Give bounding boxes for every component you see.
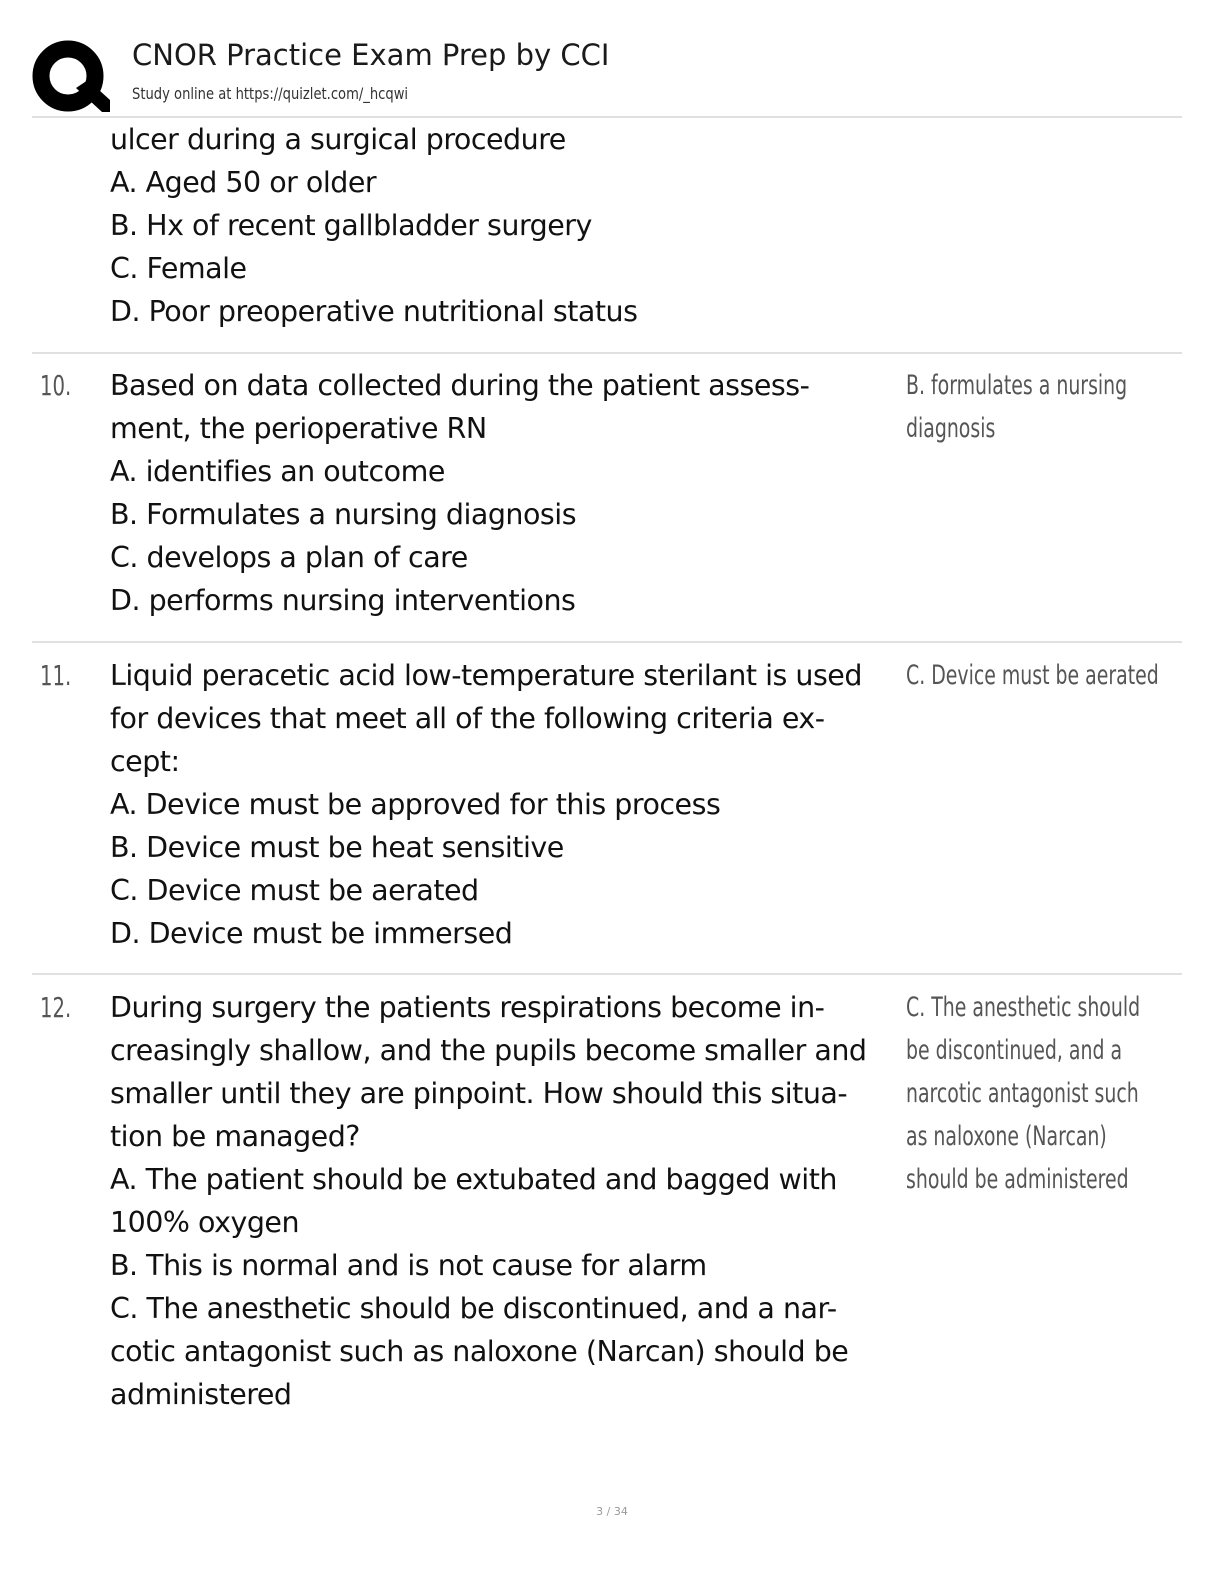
question-line: C. Device must be aerated	[110, 874, 479, 907]
question-line: A. The patient should be extubated and bagged with	[110, 1163, 837, 1196]
question-line: A. identifies an outcome	[110, 455, 445, 488]
continued-line: A. Aged 50 or older	[110, 166, 377, 199]
question-line: A. Device must be approved for this process	[110, 788, 721, 821]
answer-line: diagnosis	[906, 413, 996, 444]
answer-line: C. The anesthetic should	[906, 992, 1141, 1023]
question-line: administered	[110, 1378, 292, 1411]
question-line: for devices that meet all of the following criteria ex-	[110, 702, 825, 735]
page-header	[32, 30, 1182, 116]
question-line: B. This is normal and is not cause for alarm	[110, 1249, 707, 1282]
continued-line: ulcer during a surgical procedure	[110, 123, 566, 156]
card-divider	[32, 641, 1182, 643]
card-number: 11.	[40, 659, 72, 692]
card-question	[110, 986, 910, 1416]
flashcard-12	[32, 986, 1182, 1426]
flashcard-11	[32, 654, 1182, 964]
answer-line: C. Device must be aerated	[906, 660, 1159, 691]
card-question	[110, 364, 910, 622]
continued-question-text	[110, 118, 910, 333]
question-line: B. Device must be heat sensitive	[110, 831, 564, 864]
question-line: C. The anesthetic should be discontinued, and a nar-	[110, 1292, 837, 1325]
question-line: B. Formulates a nursing diagnosis	[110, 498, 577, 531]
card-answer	[906, 986, 1206, 1201]
question-line: cotic antagonist such as naloxone (Narcan) should be	[110, 1335, 849, 1368]
question-line: smaller until they are pinpoint. How should this situa-	[110, 1077, 848, 1110]
answer-line: narcotic antagonist such	[906, 1078, 1139, 1109]
card-number: 12.	[40, 991, 72, 1024]
quizlet-q-logo-icon	[32, 38, 110, 116]
answer-line: as naloxone (Narcan)	[906, 1121, 1107, 1152]
question-line: Liquid peracetic acid low-temperature sterilant is used	[110, 659, 862, 692]
question-line: D. Device must be immersed	[110, 917, 513, 950]
answer-line: B. formulates a nursing	[906, 370, 1128, 401]
answer-line: be discontinued, and a	[906, 1035, 1123, 1066]
continued-card	[32, 118, 1182, 338]
continued-line: D. Poor preoperative nutritional status	[110, 295, 638, 328]
study-online-link[interactable]: Study online at https://quizlet.com/_hcqwi	[132, 84, 409, 103]
question-line: cept:	[110, 745, 180, 778]
card-divider	[32, 973, 1182, 975]
question-line: tion be managed?	[110, 1120, 360, 1153]
page-number: 3 / 34	[596, 1505, 628, 1518]
flashcard-10	[32, 364, 1182, 634]
card-answer	[906, 364, 1206, 450]
card-number: 10.	[40, 369, 72, 402]
card-divider	[32, 352, 1182, 354]
question-line: D. performs nursing interventions	[110, 584, 576, 617]
question-line: Based on data collected during the patient assess-	[110, 369, 810, 402]
card-question	[110, 654, 910, 955]
question-line: creasingly shallow, and the pupils become smaller and	[110, 1034, 867, 1067]
question-line: During surgery the patients respirations become in-	[110, 991, 825, 1024]
question-line: ment, the perioperative RN	[110, 412, 487, 445]
answer-line: should be administered	[906, 1164, 1129, 1195]
question-line: C. develops a plan of care	[110, 541, 468, 574]
card-answer	[906, 654, 1206, 697]
document-title: CNOR Practice Exam Prep by CCI	[132, 38, 610, 72]
continued-line: C. Female	[110, 252, 247, 285]
question-line: 100% oxygen	[110, 1206, 300, 1239]
continued-line: B. Hx of recent gallbladder surgery	[110, 209, 592, 242]
